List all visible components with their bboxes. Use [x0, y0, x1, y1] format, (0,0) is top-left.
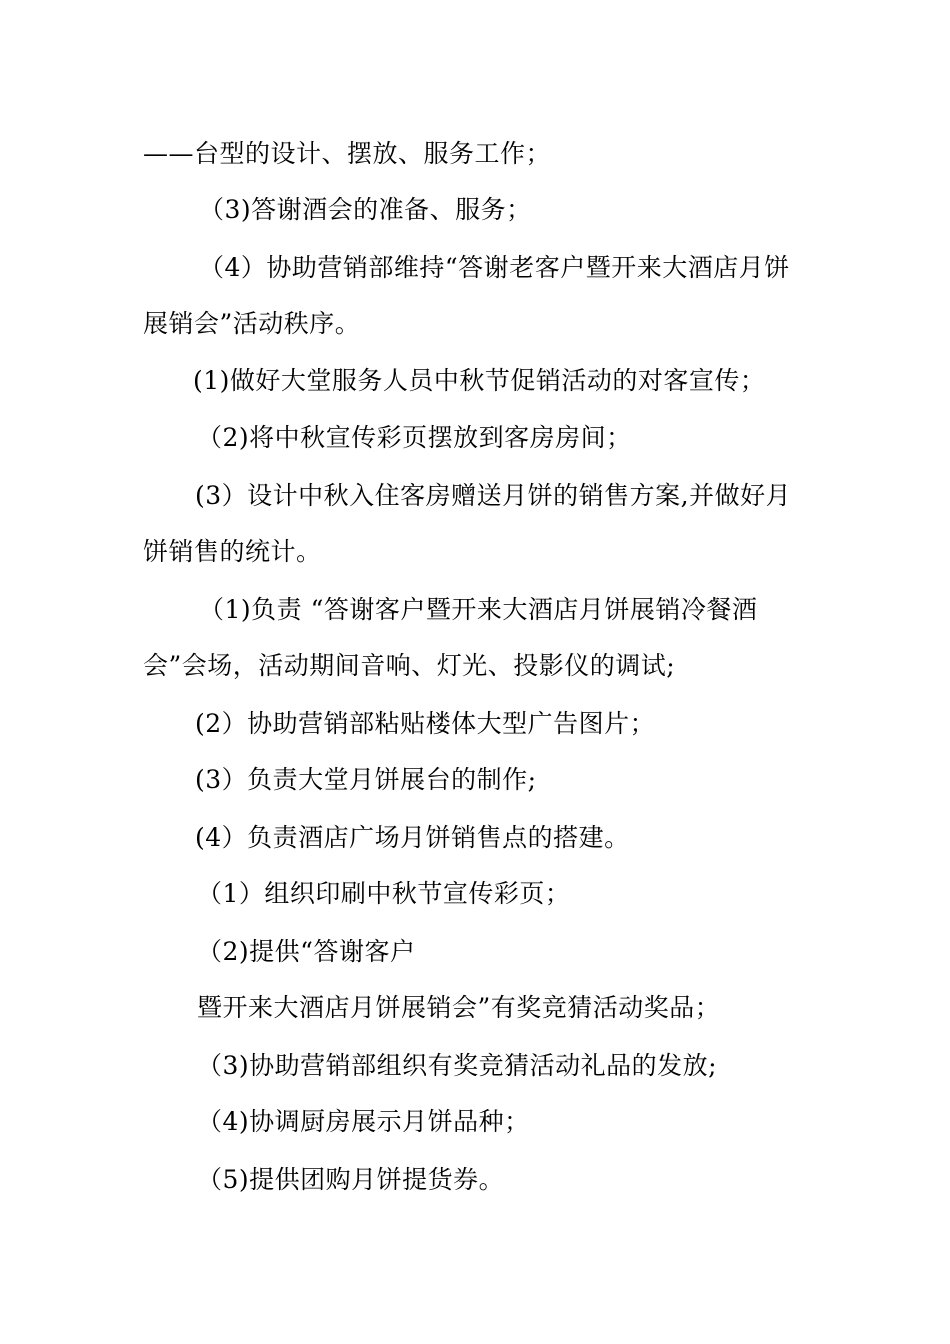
text-line: (2）协助营销部粘贴楼体大型广告图片；	[195, 709, 656, 738]
text-line: 暨开来大酒店月饼展销会”有奖竞猜活动奖品；	[197, 993, 721, 1022]
text-line: (3）设计中秋入住客房赠送月饼的销售方案,并做好月	[195, 481, 792, 510]
text-line: (3）负责大堂月饼展台的制作;	[195, 765, 537, 794]
text-line: (1)做好大堂服务人员中秋节促销活动的对客宣传；	[193, 366, 766, 395]
text-line: （1)负责 “答谢客户暨开来大酒店月饼展销冷餐酒	[199, 595, 758, 624]
text-line: 会”会场，活动期间音响、灯光、投影仪的调试;	[143, 651, 676, 680]
text-line: （2)将中秋宣传彩页摆放到客房房间；	[197, 423, 632, 452]
text-line: 展销会”活动秩序。	[143, 309, 361, 338]
text-line: （3)答谢酒会的准备、服务；	[199, 195, 532, 224]
text-line: 饼销售的统计。	[143, 537, 322, 566]
text-line: （3)协助营销部组织有奖竞猜活动礼品的发放;	[197, 1051, 718, 1080]
text-line: （1）组织印刷中秋节宣传彩页；	[197, 879, 571, 908]
text-line: (4）负责酒店广场月饼销售点的搭建。	[195, 823, 630, 852]
text-line: （4)协调厨房展示月饼品种；	[197, 1107, 530, 1136]
text-line: （5)提供团购月饼提货券。	[197, 1165, 505, 1194]
text-line: （2)提供“答谢客户	[197, 937, 416, 966]
text-line: ——台型的设计、摆放、服务工作；	[143, 139, 552, 168]
text-line: （4）协助营销部维持“答谢老客户暨开来大酒店月饼	[199, 253, 790, 282]
